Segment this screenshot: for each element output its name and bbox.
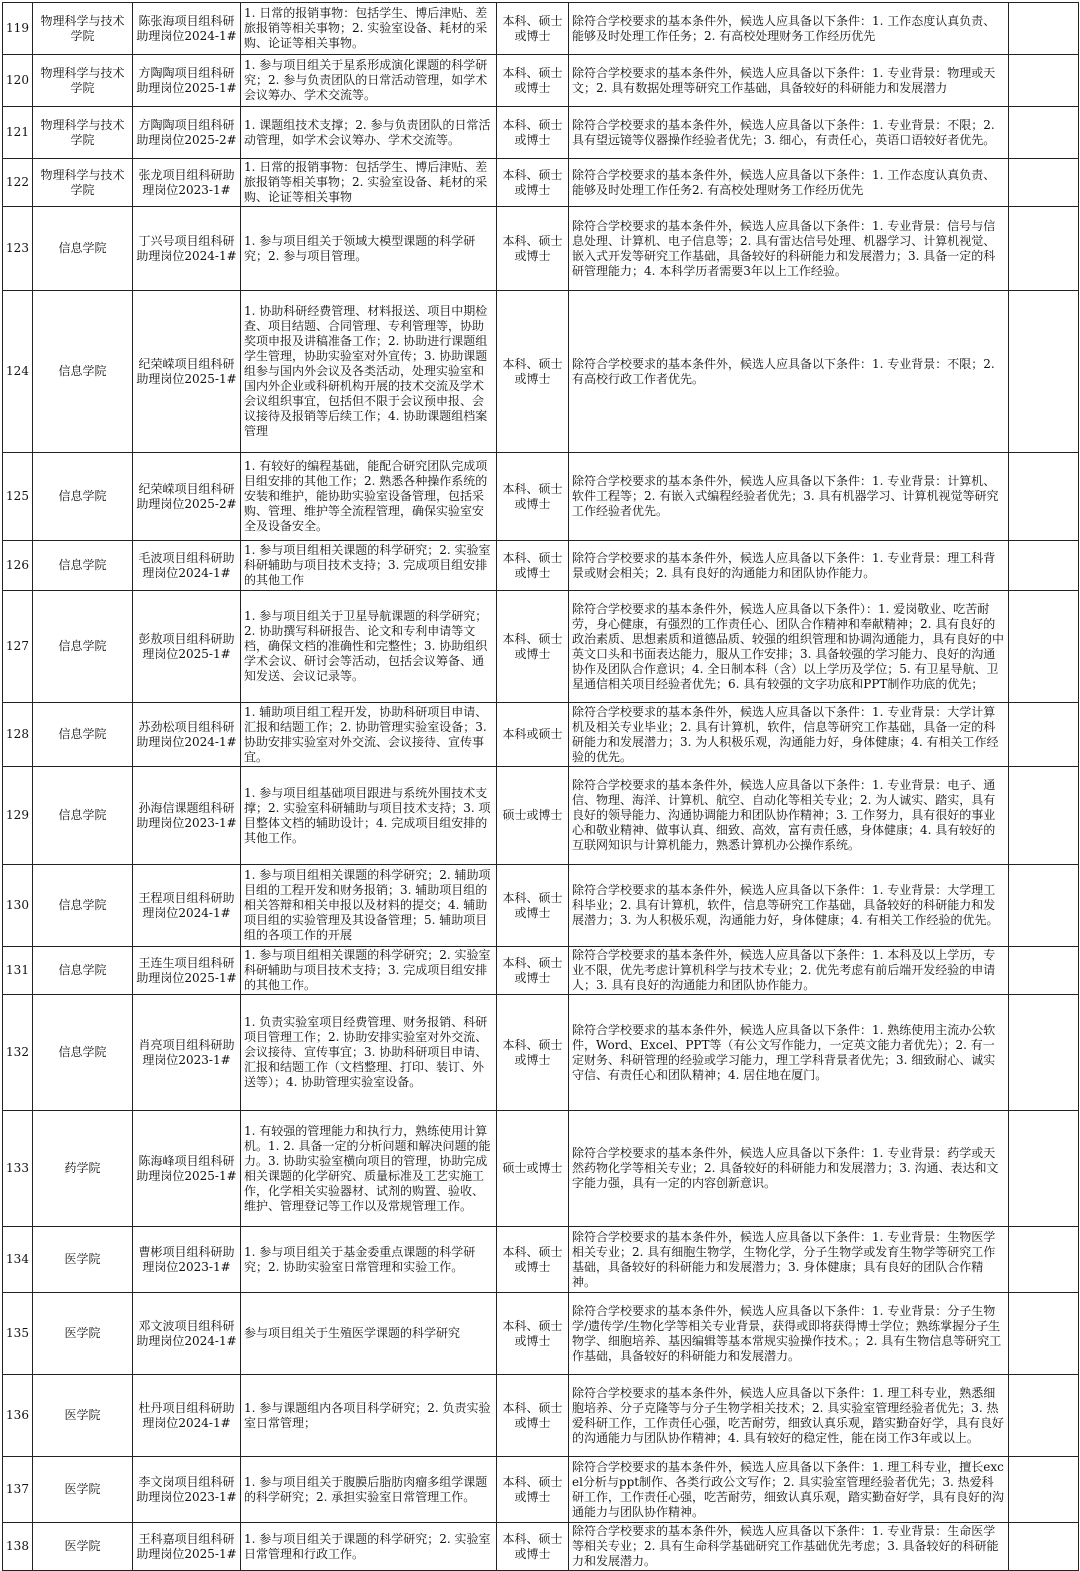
school-name: 医学院	[33, 1523, 133, 1571]
school-name: 物理科学与技术学院	[33, 55, 133, 107]
post-name: 丁兴号项目组科研助理岗位2024-1#	[133, 207, 241, 291]
table-row	[3, 291, 1079, 453]
post-name: 纪荣嵘项目组科研助理岗位2025-1#	[133, 291, 241, 453]
candidate-requirements: 除符合学校要求的基本条件外，候选人应具备以下条件：1. 专业背景：分子生物学/遗传学/生物化学等相关专业背景，获得或即将获得博士学位；熟练掌握分子生物学、细胞培养、基因编辑等基本常规实验操作技术。；2. 具有生物信息等研究工作基础，具备较好的科研能力和发展潜力。	[569, 1293, 1009, 1375]
table-body	[3, 3, 1079, 1571]
table-row	[3, 541, 1079, 591]
empty-cell	[1009, 1457, 1079, 1523]
post-name: 邓文波项目组科研助理岗位2024-1#	[133, 1293, 241, 1375]
candidate-requirements: 除符合学校要求的基本条件外，候选人应具备以下条件：1. 专业背景：计算机、软件工程等；2. 有嵌入式编程经验者优先；3. 具有机器学习、计算机视觉等研究工作经验者优先。	[569, 453, 1009, 541]
post-name: 方陶陶项目组科研助理岗位2025-2#	[133, 107, 241, 159]
table-row	[3, 865, 1079, 947]
degree-requirement: 本科、硕士或博士	[497, 1227, 569, 1293]
row-number: 131	[3, 947, 33, 995]
empty-cell	[1009, 1111, 1079, 1227]
job-duties: 1. 辅助项目组工程开发，协助科研项目申请、汇报和结题工作；2. 协助管理实验室设备；3. 协助安排实验室对外交流、会议接待、宣传事宜。	[241, 703, 497, 767]
school-name: 信息学院	[33, 947, 133, 995]
school-name: 信息学院	[33, 995, 133, 1111]
job-duties: 1. 参与项目组基础项目跟进与系统外围技术支撑；2. 实验室科研辅助与项目技术支持；3. 项目整体文档的辅助设计；4. 完成项目组安排的其他工作。	[241, 767, 497, 865]
table-row	[3, 1293, 1079, 1375]
post-name: 毛波项目组科研助理岗位2024-1#	[133, 541, 241, 591]
school-name: 物理科学与技术学院	[33, 159, 133, 207]
job-duties: 1. 日常的报销事物：包括学生、博后津贴、差旅报销等相关事物；2. 实验室设备、耗材的采购、论证等相关事物	[241, 159, 497, 207]
row-number: 129	[3, 767, 33, 865]
degree-requirement: 本科或硕士	[497, 703, 569, 767]
job-duties: 1. 课题组技术支撑；2. 参与负责团队的日常活动管理，如学术会议筹办、学术交流等。	[241, 107, 497, 159]
table-row	[3, 107, 1079, 159]
degree-requirement: 本科、硕士或博士	[497, 865, 569, 947]
row-number: 121	[3, 107, 33, 159]
job-duties: 1. 参与项目组关于卫星导航课题的科学研究；2. 协助撰写科研报告、论文和专利申请等文档，确保文档的准确性和完整性；3. 协助组织学术会议、研讨会等活动，包括会议筹备、通知发送、会议记录等。	[241, 591, 497, 703]
candidate-requirements: 除符合学校要求的基本条件外，候选人应具备以下条件：1. 专业背景：生物医学相关专业；2. 具有细胞生物学，生物化学，分子生物学或发育生物学等研究工作基础，具备较好的科研能力和发展潜力；3. 身体健康；具有良好的团队合作精神。	[569, 1227, 1009, 1293]
candidate-requirements: 除符合学校要求的基本条件外，候选人应具备以下条件：1. 专业背景：物理或天文；2. 具有数据处理等研究工作基础，具备较好的科研能力和发展潜力	[569, 55, 1009, 107]
candidate-requirements: 除符合学校要求的基本条件外，候选人应具备以下条件：1. 专业背景：大学理工科毕业；2. 具有计算机，软件，信息等研究工作基础，具备较好的科研能力和发展潜力；3. 为人积极乐观，沟通能力好，身体健康；4. 有相关工作经验的优先。	[569, 865, 1009, 947]
table-row	[3, 995, 1079, 1111]
job-duties: 1. 参与项目组关于领域大模型课题的科学研究；2. 参与项目管理。	[241, 207, 497, 291]
job-duties: 1. 日常的报销事物：包括学生、博后津贴、差旅报销等相关事物；2. 实验室设备、耗材的采购、论证等相关事物。	[241, 3, 497, 55]
post-name: 曹彬项目组科研助理岗位2023-1#	[133, 1227, 241, 1293]
candidate-requirements: 除符合学校要求的基本条件外，候选人应具备以下条件：1. 专业背景：不限；2. 具有望远镜等仪器操作经验者优先；3. 细心，有责任心，英语口语较好者优先。	[569, 107, 1009, 159]
post-name: 方陶陶项目组科研助理岗位2025-1#	[133, 55, 241, 107]
empty-cell	[1009, 591, 1079, 703]
table-row	[3, 1523, 1079, 1571]
school-name: 信息学院	[33, 541, 133, 591]
candidate-requirements: 除符合学校要求的基本条件外，候选人应具备以下条件：1. 专业背景：大学计算机及相关专业毕业；2. 具有计算机，软件，信息等研究工作基础，具备一定的科研能力和发展潜力；3. 为人积极乐观，沟通能力好，身体健康；4. 有相关工作经验的优先。	[569, 703, 1009, 767]
job-duties: 1. 参与项目组相关课题的科学研究；2. 实验室科研辅助与项目技术支持；3. 完成项目组安排的其他工作。	[241, 947, 497, 995]
empty-cell	[1009, 947, 1079, 995]
school-name: 药学院	[33, 1111, 133, 1227]
post-name: 王科嘉项目组科研助理岗位2025-1#	[133, 1523, 241, 1571]
row-number: 136	[3, 1375, 33, 1457]
degree-requirement: 本科、硕士或博士	[497, 1523, 569, 1571]
post-name: 王连生项目组科研助理岗位2025-1#	[133, 947, 241, 995]
degree-requirement: 本科、硕士或博士	[497, 591, 569, 703]
row-number: 132	[3, 995, 33, 1111]
job-duties: 1. 参与项目组相关课题的科学研究；2. 辅助项目组的工程开发和财务报销；3. 辅助项目组的相关答辩和相关申报以及材料的提交；4. 辅助项目组的实验管理及其设备管理；5. 辅助项目组的各项工作的开展	[241, 865, 497, 947]
empty-cell	[1009, 55, 1079, 107]
degree-requirement: 本科、硕士或博士	[497, 159, 569, 207]
row-number: 120	[3, 55, 33, 107]
empty-cell	[1009, 207, 1079, 291]
degree-requirement: 本科、硕士或博士	[497, 995, 569, 1111]
table-row	[3, 453, 1079, 541]
candidate-requirements: 除符合学校要求的基本条件外，候选人应具备以下条件：1. 熟练使用主流办公软件，Word、Excel、PPT等（有公文写作能力，一定英文能力者优先）；2. 有一定财务、科研管理的经验或学习能力，理工学科背景者优先；3. 细致耐心、诚实守信、有责任心和团队精神；4. 居住地在厦门。	[569, 995, 1009, 1111]
job-duties: 1. 参与项目组关于基金委重点课题的科学研究；2. 协助实验室日常管理和实验工作。	[241, 1227, 497, 1293]
empty-cell	[1009, 1375, 1079, 1457]
row-number: 119	[3, 3, 33, 55]
table-row	[3, 1375, 1079, 1457]
candidate-requirements: 除符合学校要求的基本条件外，候选人应具备以下条件：1. 本科及以上学历，专业不限，优先考虑计算机科学与技术专业；2. 优先考虑有前后端开发经验的申请人；3. 具有良好的沟通能力和团队协作能力。	[569, 947, 1009, 995]
table-row	[3, 767, 1079, 865]
row-number: 122	[3, 159, 33, 207]
candidate-requirements: 除符合学校要求的基本条件外，候选人应具备以下条件）：1. 爱岗敬业、吃苦耐劳，身心健康，有强烈的工作责任心、团队合作精神和奉献精神；2. 具有良好的政治素质、思想素质和道德品质、较强的组织管理和协调沟通能力，具有良好的中英文口头和书面表达能力，服从工作安排；3. 具备较强的学习能力、良好的沟通协作及团队合作意识；4. 全日制本科（含）以上学历及学位；5. 有卫星导航、卫星通信相关项目经验者优先；6. 具有较强的文字功底和PPT制作功底的优先；	[569, 591, 1009, 703]
row-number: 133	[3, 1111, 33, 1227]
table-row	[3, 207, 1079, 291]
post-name: 陈海峰项目组科研助理岗位2025-1#	[133, 1111, 241, 1227]
degree-requirement: 本科、硕士或博士	[497, 541, 569, 591]
job-duties: 1. 有较强的管理能力和执行力，熟练使用计算机。1. 2. 具备一定的分析问题和解决问题的能力。3. 协助实验室横向项目的管理，协助完成相关课题的化学研究、质量标准及工艺实施工作，化学相关实验器材、试剂的购置、验收、维护、管理登记等工作以及常规管理工作。	[241, 1111, 497, 1227]
empty-cell	[1009, 159, 1079, 207]
candidate-requirements: 除符合学校要求的基本条件外，候选人应具备以下条件：1. 理工科专业，擅长excel分析与ppt制作、各类行政公文写作；2. 具实验室管理经验者优先；3. 热爱科研工作，工作责任心强，吃苦耐劳，细致认真乐观，踏实勤奋好学，具有良好的沟通能力与团队协作精神。	[569, 1457, 1009, 1523]
table-row	[3, 1227, 1079, 1293]
degree-requirement: 本科、硕士或博士	[497, 947, 569, 995]
empty-cell	[1009, 1293, 1079, 1375]
degree-requirement: 本科、硕士或博士	[497, 55, 569, 107]
empty-cell	[1009, 865, 1079, 947]
post-name: 张龙项目组科研助理岗位2023-1#	[133, 159, 241, 207]
school-name: 物理科学与技术学院	[33, 107, 133, 159]
empty-cell	[1009, 107, 1079, 159]
degree-requirement: 本科、硕士或博士	[497, 453, 569, 541]
candidate-requirements: 除符合学校要求的基本条件外，候选人应具备以下条件：1. 专业背景：理工科背景或财会相关；2. 具有良好的沟通能力和团队协作能力。	[569, 541, 1009, 591]
school-name: 医学院	[33, 1375, 133, 1457]
row-number: 125	[3, 453, 33, 541]
school-name: 物理科学与技术学院	[33, 3, 133, 55]
row-number: 138	[3, 1523, 33, 1571]
candidate-requirements: 除符合学校要求的基本条件外，候选人应具备以下条件：1. 专业背景：电子、通信、物理、海洋、计算机、航空、自动化等相关专业；2. 为人诚实、踏实，具有良好的领导能力、沟通协调能力和团队协作精神；3. 工作努力，具有很好的事业心和敬业精神、做事认真、细致、高效，富有责任感，身体健康；4. 具有较好的互联网知识与计算机能力，熟悉计算机办公操作系统。	[569, 767, 1009, 865]
job-duties: 1. 参与项目组关于腹膜后脂肪肉瘤多组学课题的科学研究；2. 承担实验室日常管理工作。	[241, 1457, 497, 1523]
empty-cell	[1009, 703, 1079, 767]
job-duties: 1. 负责实验室项目经费管理、财务报销、科研项目管理工作；2. 协助安排实验室对外交流、会议接待、宣传事宜；3. 协助科研项目申请、汇报和结题工作（文档整理、打印、装订、外送等）；4. 协助管理实验室设备。	[241, 995, 497, 1111]
degree-requirement: 本科、硕士或博士	[497, 3, 569, 55]
table-row	[3, 591, 1079, 703]
degree-requirement: 本科、硕士或博士	[497, 107, 569, 159]
candidate-requirements: 除符合学校要求的基本条件外，候选人应具备以下条件：1. 工作态度认真负责、能够及时处理工作任务；2. 有高校处理财务工作经历优先	[569, 3, 1009, 55]
row-number: 127	[3, 591, 33, 703]
degree-requirement: 硕士或博士	[497, 1111, 569, 1227]
candidate-requirements: 除符合学校要求的基本条件外，候选人应具备以下条件：1. 工作态度认真负责、能够及时处理工作任务2. 有高校处理财务工作经历优先	[569, 159, 1009, 207]
empty-cell	[1009, 995, 1079, 1111]
empty-cell	[1009, 1227, 1079, 1293]
post-name: 纪荣嵘项目组科研助理岗位2025-2#	[133, 453, 241, 541]
candidate-requirements: 除符合学校要求的基本条件外，候选人应具备以下条件：1. 专业背景：信号与信息处理、计算机、电子信息等；2. 具有雷达信号处理、机器学习、计算机视觉、嵌入式开发等研究工作基础，具备较好的科研能力和发展潜力；3. 具备一定的科研管理能力；4. 本科学历者需要3年以上工作经验。	[569, 207, 1009, 291]
post-name: 杜丹项目组科研助理岗位2024-1#	[133, 1375, 241, 1457]
empty-cell	[1009, 1523, 1079, 1571]
table-row	[3, 947, 1079, 995]
job-duties: 1. 有较好的编程基础，能配合研究团队完成项目组安排的其他工作；2. 熟悉各种操作系统的安装和维护，能协助实验室设备管理，包括采购、管理、维护等全流程管理，确保实验室安全及设备安全。	[241, 453, 497, 541]
row-number: 130	[3, 865, 33, 947]
table-row	[3, 703, 1079, 767]
job-duties: 1. 参与项目组关于星系形成演化课题的科学研究；2. 参与负责团队的日常活动管理，如学术会议筹办、学术交流等。	[241, 55, 497, 107]
table-row	[3, 3, 1079, 55]
post-name: 王程项目组科研助理岗位2024-1#	[133, 865, 241, 947]
table-row	[3, 159, 1079, 207]
school-name: 信息学院	[33, 865, 133, 947]
recruitment-table	[2, 2, 1079, 1571]
table-row	[3, 1457, 1079, 1523]
post-name: 孙海信课题组科研助理岗位2023-1#	[133, 767, 241, 865]
row-number: 137	[3, 1457, 33, 1523]
row-number: 124	[3, 291, 33, 453]
school-name: 信息学院	[33, 591, 133, 703]
post-name: 苏劲松项目组科研助理岗位2024-1#	[133, 703, 241, 767]
school-name: 医学院	[33, 1227, 133, 1293]
job-duties: 参与项目组关于生殖医学课题的科学研究	[241, 1293, 497, 1375]
post-name: 彭敖项目组科研助理岗位2025-1#	[133, 591, 241, 703]
candidate-requirements: 除符合学校要求的基本条件外，候选人应具备以下条件：1. 专业背景：不限；2. 有高校行政工作者优先。	[569, 291, 1009, 453]
table-row	[3, 55, 1079, 107]
school-name: 信息学院	[33, 767, 133, 865]
school-name: 医学院	[33, 1293, 133, 1375]
degree-requirement: 硕士或博士	[497, 767, 569, 865]
row-number: 126	[3, 541, 33, 591]
job-duties: 1. 参与项目组相关课题的科学研究；2. 实验室科研辅助与项目技术支持；3. 完成项目组安排的其他工作	[241, 541, 497, 591]
school-name: 信息学院	[33, 291, 133, 453]
degree-requirement: 本科、硕士或博士	[497, 1375, 569, 1457]
candidate-requirements: 除符合学校要求的基本条件外，候选人应具备以下条件：1. 专业背景：药学或天然药物化学等相关专业；2. 具备较好的科研能力和发展潜力；3. 沟通、表达和文字能力强，具有一定的内容创新意识。	[569, 1111, 1009, 1227]
degree-requirement: 本科、硕士或博士	[497, 207, 569, 291]
degree-requirement: 本科、硕士或博士	[497, 291, 569, 453]
empty-cell	[1009, 453, 1079, 541]
school-name: 信息学院	[33, 453, 133, 541]
job-duties: 1. 参与项目组关于课题的科学研究；2. 实验室日常管理和行政工作。	[241, 1523, 497, 1571]
row-number: 123	[3, 207, 33, 291]
empty-cell	[1009, 767, 1079, 865]
job-duties: 1. 参与课题组内各项目科学研究；2. 负责实验室日常管理；	[241, 1375, 497, 1457]
job-duties: 1. 协助科研经费管理、材料报送、项目中期检查、项目结题、合同管理、专利管理等，协助奖项申报及讲稿准备工作；2. 协助进行课题组学生管理，协助实验室对外宣传；3. 协助课题组参与国内外会议及各类活动，处理实验室和国内外企业或科研机构开展的技术交流及学术会议组织事宜，包括但不限于会议预申报、会议接待及报销等后续工作；4. 协助课题组档案管理	[241, 291, 497, 453]
empty-cell	[1009, 541, 1079, 591]
post-name: 李文岗项目组科研助理岗位2023-1#	[133, 1457, 241, 1523]
school-name: 医学院	[33, 1457, 133, 1523]
row-number: 135	[3, 1293, 33, 1375]
table-row	[3, 1111, 1079, 1227]
row-number: 128	[3, 703, 33, 767]
post-name: 陈张海项目组科研助理岗位2024-1#	[133, 3, 241, 55]
row-number: 134	[3, 1227, 33, 1293]
empty-cell	[1009, 3, 1079, 55]
school-name: 信息学院	[33, 207, 133, 291]
school-name: 信息学院	[33, 703, 133, 767]
post-name: 肖亮项目组科研助理岗位2023-1#	[133, 995, 241, 1111]
empty-cell	[1009, 291, 1079, 453]
degree-requirement: 本科、硕士或博士	[497, 1293, 569, 1375]
candidate-requirements: 除符合学校要求的基本条件外，候选人应具备以下条件：1. 专业背景：生命医学等相关专业；2. 具有生命科学基础研究工作基础优先考虑；3. 具备较好的科研能力和发展潜力。	[569, 1523, 1009, 1571]
degree-requirement: 本科、硕士或博士	[497, 1457, 569, 1523]
candidate-requirements: 除符合学校要求的基本条件外，候选人应具备以下条件：1. 理工科专业，熟悉细胞培养、分子克隆等与分子生物学相关技术；2. 具实验室管理经验者优先；3. 热爱科研工作，工作责任心强，吃苦耐劳，细致认真乐观，踏实勤奋好学，具有良好的沟通能力与团队协作精神；4. 具有较好的稳定性，能在岗工作3年或以上。	[569, 1375, 1009, 1457]
